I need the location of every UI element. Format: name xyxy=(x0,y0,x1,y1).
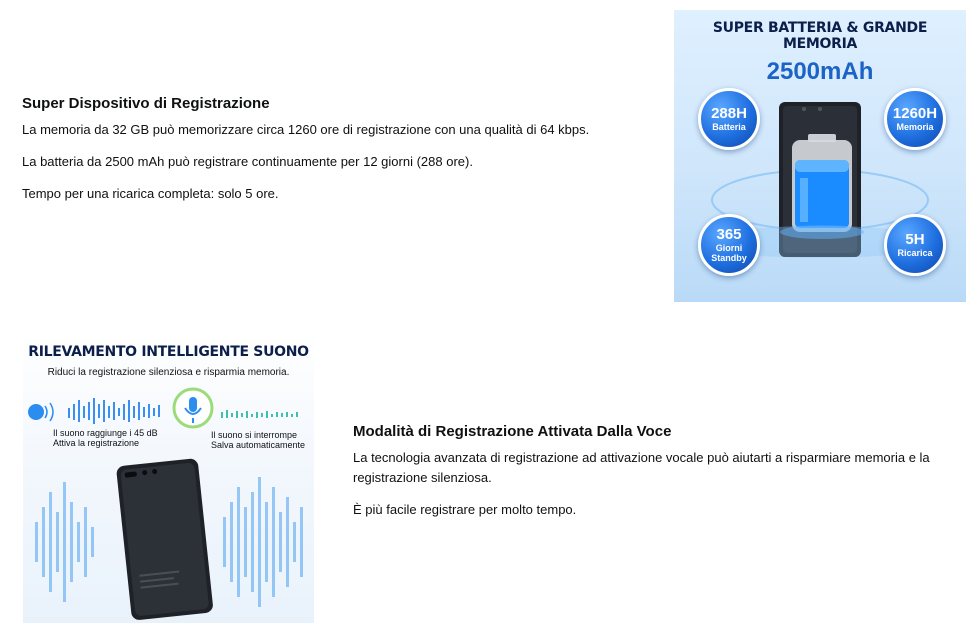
badge-standby-value: 365 xyxy=(716,226,742,243)
badge-memory xyxy=(884,88,946,150)
section2-title: Modalità di Registrazione Attivata Dalla Voce xyxy=(353,423,672,440)
badge-battery-label: Batteria xyxy=(712,122,746,132)
voice-image-subheader: Riduci la registrazione silenziosa e risparmia memoria. xyxy=(47,367,290,378)
section2-paragraph-2: È più facile registrare per molto tempo. xyxy=(353,502,577,517)
battery-image-header: SUPER BATTERIA & GRANDE MEMORIA xyxy=(712,20,928,52)
badge-battery xyxy=(698,88,760,150)
section1-paragraph-1: La memoria da 32 GB può memorizzare circa 1260 ore di registrazione con una qualità di 64 kbps. xyxy=(22,122,590,137)
voice-note-right xyxy=(211,430,305,450)
badge-standby-label: Giorni Standby xyxy=(711,243,747,263)
badge-charge-value: 5H xyxy=(905,231,925,248)
badge-battery-value: 288H xyxy=(711,105,747,122)
voice-activation-promo-image xyxy=(23,332,314,623)
voice-note-right-line1: Il suono si interrompe xyxy=(211,430,298,440)
section2-text xyxy=(353,423,968,532)
section1-paragraph-3: Tempo per una ricarica completa: solo 5 ore. xyxy=(22,186,279,201)
section1-text xyxy=(22,95,642,216)
badge-memory-label: Memoria xyxy=(896,122,934,132)
voice-note-right-line2: Salva automaticamente xyxy=(211,440,306,450)
badge-memory-value: 1260H xyxy=(892,105,938,122)
battery-capacity-label: 2500mAh xyxy=(766,58,874,85)
voice-note-left-line1: Il suono raggiunge i 45 dB xyxy=(53,428,158,438)
badge-charge-label: Ricarica xyxy=(897,248,933,258)
section2-paragraph-1: La tecnologia avanzata di registrazione ad attivazione vocale può aiutarti a risparmiare memoria e la registrazione silenziosa. xyxy=(353,450,930,485)
sound-wave-graphic xyxy=(23,332,314,623)
battery-promo-image xyxy=(674,10,966,302)
voice-note-left-line2: Attiva la registrazione xyxy=(53,438,140,448)
section1-title: Super Dispositivo di Registrazione xyxy=(22,95,270,112)
section1-paragraph-2: La batteria da 2500 mAh può registrare continuamente per 12 giorni (288 ore). xyxy=(22,154,473,169)
voice-note-left xyxy=(53,428,158,448)
voice-image-header: RILEVAMENTO INTELLIGENTE SUONO xyxy=(28,344,309,360)
badge-standby xyxy=(698,214,760,276)
badge-charge xyxy=(884,214,946,276)
